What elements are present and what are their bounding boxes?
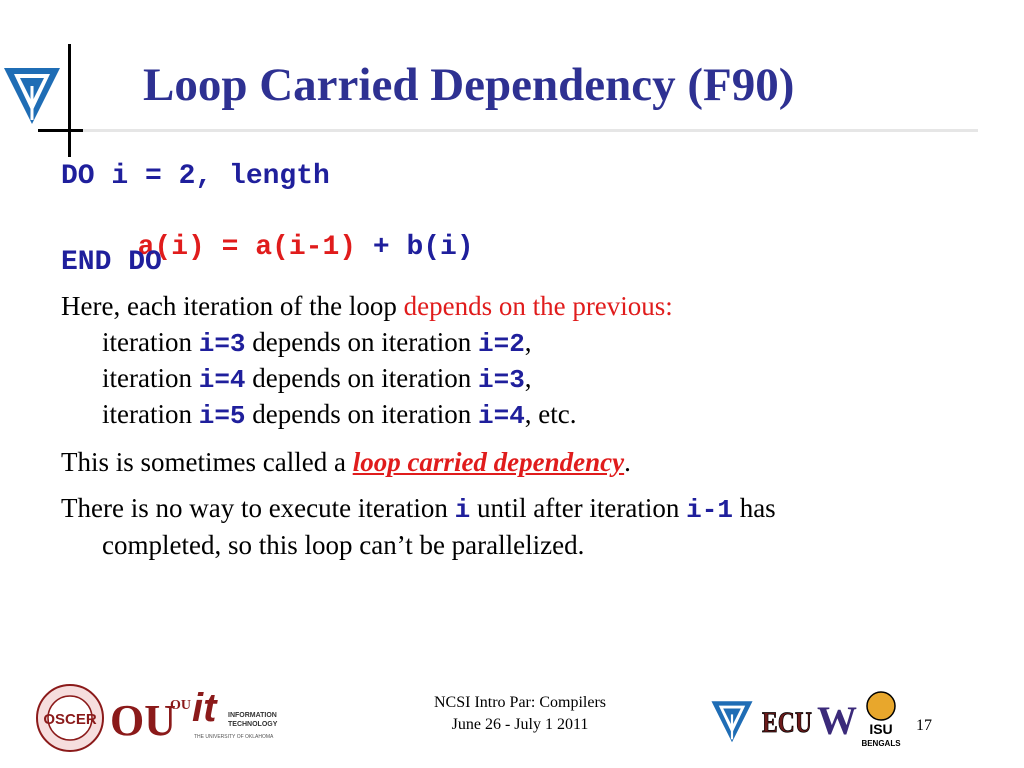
svg-text:OU: OU <box>110 696 176 745</box>
paragraph-conclusion-line2: completed, so this loop can’t be parallelized. <box>102 530 585 560</box>
para2-lead: This is sometimes called a <box>61 447 353 477</box>
paragraph-conclusion-line1 <box>61 494 776 524</box>
iteration-code: i=4 <box>477 401 525 431</box>
svg-text:W: W <box>817 698 857 743</box>
page-number: 17 <box>916 717 932 734</box>
para1-highlight: depends on the previous: <box>403 291 673 321</box>
svg-text:ECU: ECU <box>762 706 812 739</box>
slide-title: Loop Carried Dependency (F90) <box>143 59 795 111</box>
ecu-logo <box>760 694 814 744</box>
svg-text:OSCER: OSCER <box>43 711 97 728</box>
ou-it-logo <box>170 686 290 746</box>
ncsi-triangle-footer-icon <box>710 698 754 744</box>
ou-logo <box>110 683 176 749</box>
oscer-seal-logo <box>22 683 118 753</box>
para2-post: . <box>624 447 631 477</box>
iteration-text: depends on iteration <box>245 399 478 429</box>
iteration-line-3 <box>102 400 577 430</box>
iteration-text: iteration <box>102 363 199 393</box>
code-line-do: DO i = 2, length <box>61 161 330 192</box>
paragraph-dependency-intro <box>61 292 673 320</box>
iteration-text: , <box>524 363 532 393</box>
iteration-code: i=2 <box>477 329 525 359</box>
title-vertical-rule <box>68 44 71 157</box>
iteration-text: depends on iteration <box>245 363 478 393</box>
iteration-code: i=4 <box>198 365 246 395</box>
iteration-text: , <box>524 327 532 357</box>
loop-carried-dependency-term: loop carried dependency <box>352 447 625 477</box>
iteration-text: iteration <box>102 327 199 357</box>
iteration-code: i=3 <box>198 329 246 359</box>
ou-it-small: OU <box>170 698 191 713</box>
code-assignment-lhs: a(i) = a(i-1) <box>137 232 357 263</box>
svg-text:ISU: ISU <box>869 721 893 737</box>
uw-logo <box>815 694 859 744</box>
title-underline <box>38 129 978 132</box>
para3-mid: until after iteration <box>470 493 687 523</box>
ncsi-triangle-logo-icon <box>2 64 62 126</box>
iteration-code: i=3 <box>477 365 525 395</box>
ou-it-line3: THE UNIVERSITY OF OKLAHOMA <box>194 734 274 740</box>
iteration-text: , etc. <box>524 399 577 429</box>
code-line-end-do: END DO <box>61 247 162 278</box>
para3-lead: There is no way to execute iteration <box>61 493 455 523</box>
ou-it-line2: TECHNOLOGY <box>228 721 278 728</box>
paragraph-term <box>61 448 631 476</box>
iteration-text: depends on iteration <box>245 327 478 357</box>
ou-it-line1: INFORMATION <box>228 712 277 719</box>
isu-bengals-logo <box>860 688 902 750</box>
para1-lead: Here, each iteration of the loop <box>61 291 404 321</box>
ou-it-big: it <box>192 686 217 730</box>
footer-caption <box>390 692 650 735</box>
iteration-code: i=5 <box>198 401 246 431</box>
para3-post: has <box>732 493 776 523</box>
footer-course: NCSI Intro Par: Compilers <box>434 694 606 711</box>
code-assignment-rhs: + b(i) <box>356 232 474 263</box>
svg-text:BENGALS: BENGALS <box>861 739 901 748</box>
iteration-text: iteration <box>102 399 199 429</box>
para3-code-i: i <box>454 495 471 525</box>
iteration-line-1 <box>102 328 532 358</box>
iteration-line-2 <box>102 364 532 394</box>
para3-code-i-minus-1: i-1 <box>686 495 733 525</box>
footer-dates: June 26 - July 1 2011 <box>451 715 589 733</box>
